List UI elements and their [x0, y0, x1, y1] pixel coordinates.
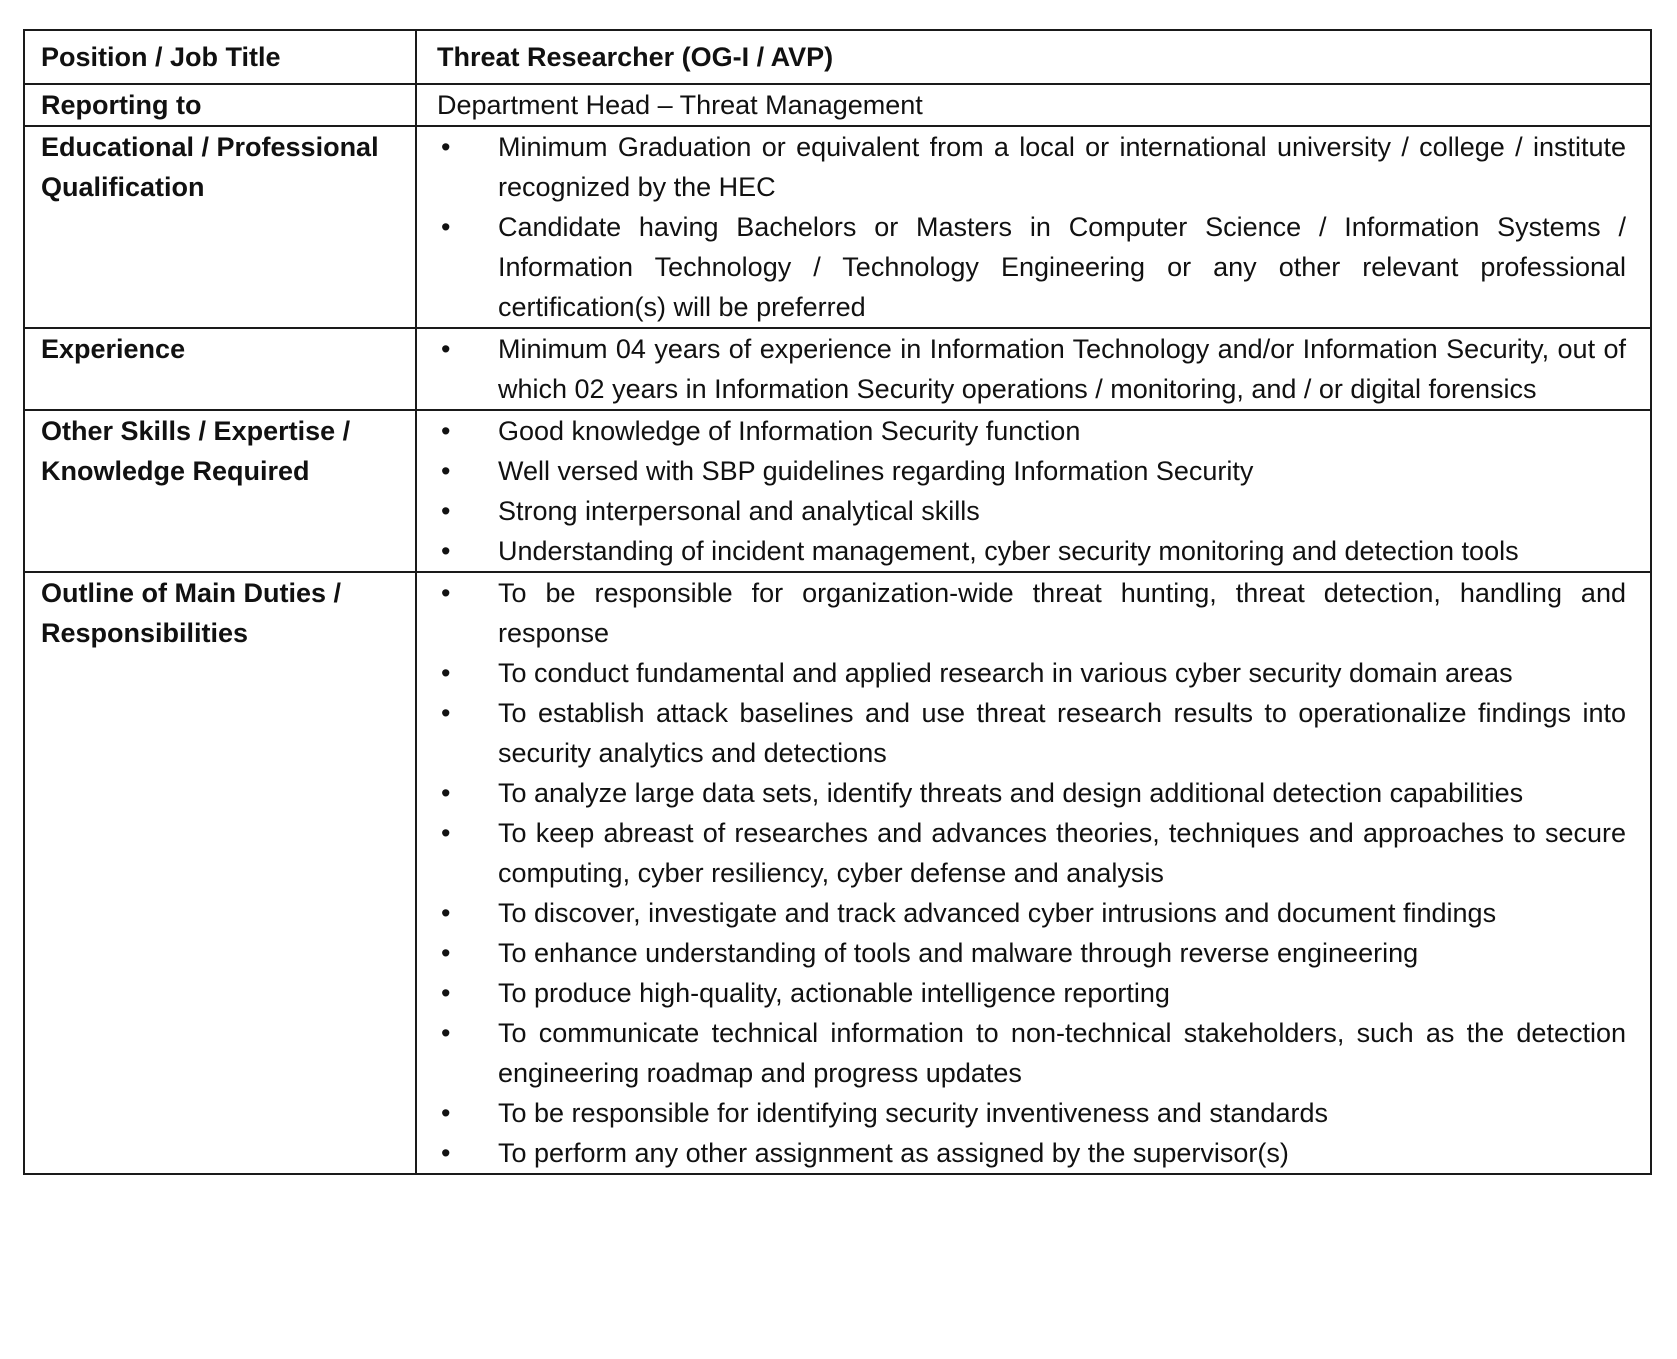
list-item: • Strong interpersonal and analytical skills: [417, 491, 1626, 531]
list-item: • To conduct fundamental and applied research in various cyber security domain areas: [417, 653, 1626, 693]
list-item: • To keep abreast of researches and advances theories, techniques and approaches to secure computing, cyber resiliency, cyber defense and analysis: [417, 813, 1626, 893]
position-label: Position / Job Title: [24, 30, 416, 84]
skills-label: Other Skills / Expertise / Knowledge Required: [24, 410, 416, 572]
list-item: • Understanding of incident management, cyber security monitoring and detection tools: [417, 531, 1626, 571]
row-qualification: [24, 126, 1651, 328]
reporting-label: Reporting to: [24, 84, 416, 126]
list-item: • Minimum 04 years of experience in Information Technology and/or Information Security, out of which 02 years in Information Security operations / monitoring, and / or digital forensics: [417, 329, 1626, 409]
skills-list: [417, 411, 1626, 571]
row-position: [24, 30, 1651, 84]
list-item: • To perform any other assignment as assigned by the supervisor(s): [417, 1133, 1626, 1173]
duties-label: Outline of Main Duties / Responsibilities: [24, 572, 416, 1174]
row-skills: [24, 410, 1651, 572]
list-item: • Well versed with SBP guidelines regarding Information Security: [417, 451, 1626, 491]
list-item: • To communicate technical information to non-technical stakeholders, such as the detection engineering roadmap and progress updates: [417, 1013, 1626, 1093]
list-item: • Candidate having Bachelors or Masters in Computer Science / Information Systems / Information Technology / Technology Engineering or any other relevant professional certification(s) will be preferred: [417, 207, 1626, 327]
list-item: • To be responsible for identifying security inventiveness and standards: [417, 1093, 1626, 1133]
row-experience: [24, 328, 1651, 410]
row-duties: [24, 572, 1651, 1174]
list-item: • To produce high-quality, actionable intelligence reporting: [417, 973, 1626, 1013]
list-item: • Good knowledge of Information Security function: [417, 411, 1626, 451]
position-value: Threat Researcher (OG-I / AVP): [416, 30, 1651, 84]
list-item: • Minimum Graduation or equivalent from a local or international university / college / institute recognized by the HEC: [417, 127, 1626, 207]
list-item: • To analyze large data sets, identify threats and design additional detection capabilities: [417, 773, 1626, 813]
list-item: • To establish attack baselines and use threat research results to operationalize findings into security analytics and detections: [417, 693, 1626, 773]
list-item: • To enhance understanding of tools and malware through reverse engineering: [417, 933, 1626, 973]
list-item: • To be responsible for organization-wide threat hunting, threat detection, handling and response: [417, 573, 1626, 653]
list-item: • To discover, investigate and track advanced cyber intrusions and document findings: [417, 893, 1626, 933]
row-reporting: [24, 84, 1651, 126]
experience-label: Experience: [24, 328, 416, 410]
experience-list: [417, 329, 1626, 409]
reporting-value: Department Head – Threat Management: [416, 84, 1651, 126]
job-description-table: [23, 29, 1652, 1175]
qualification-label: Educational / Professional Qualification: [24, 126, 416, 328]
qualification-list: [417, 127, 1626, 327]
duties-list: [417, 573, 1626, 1173]
